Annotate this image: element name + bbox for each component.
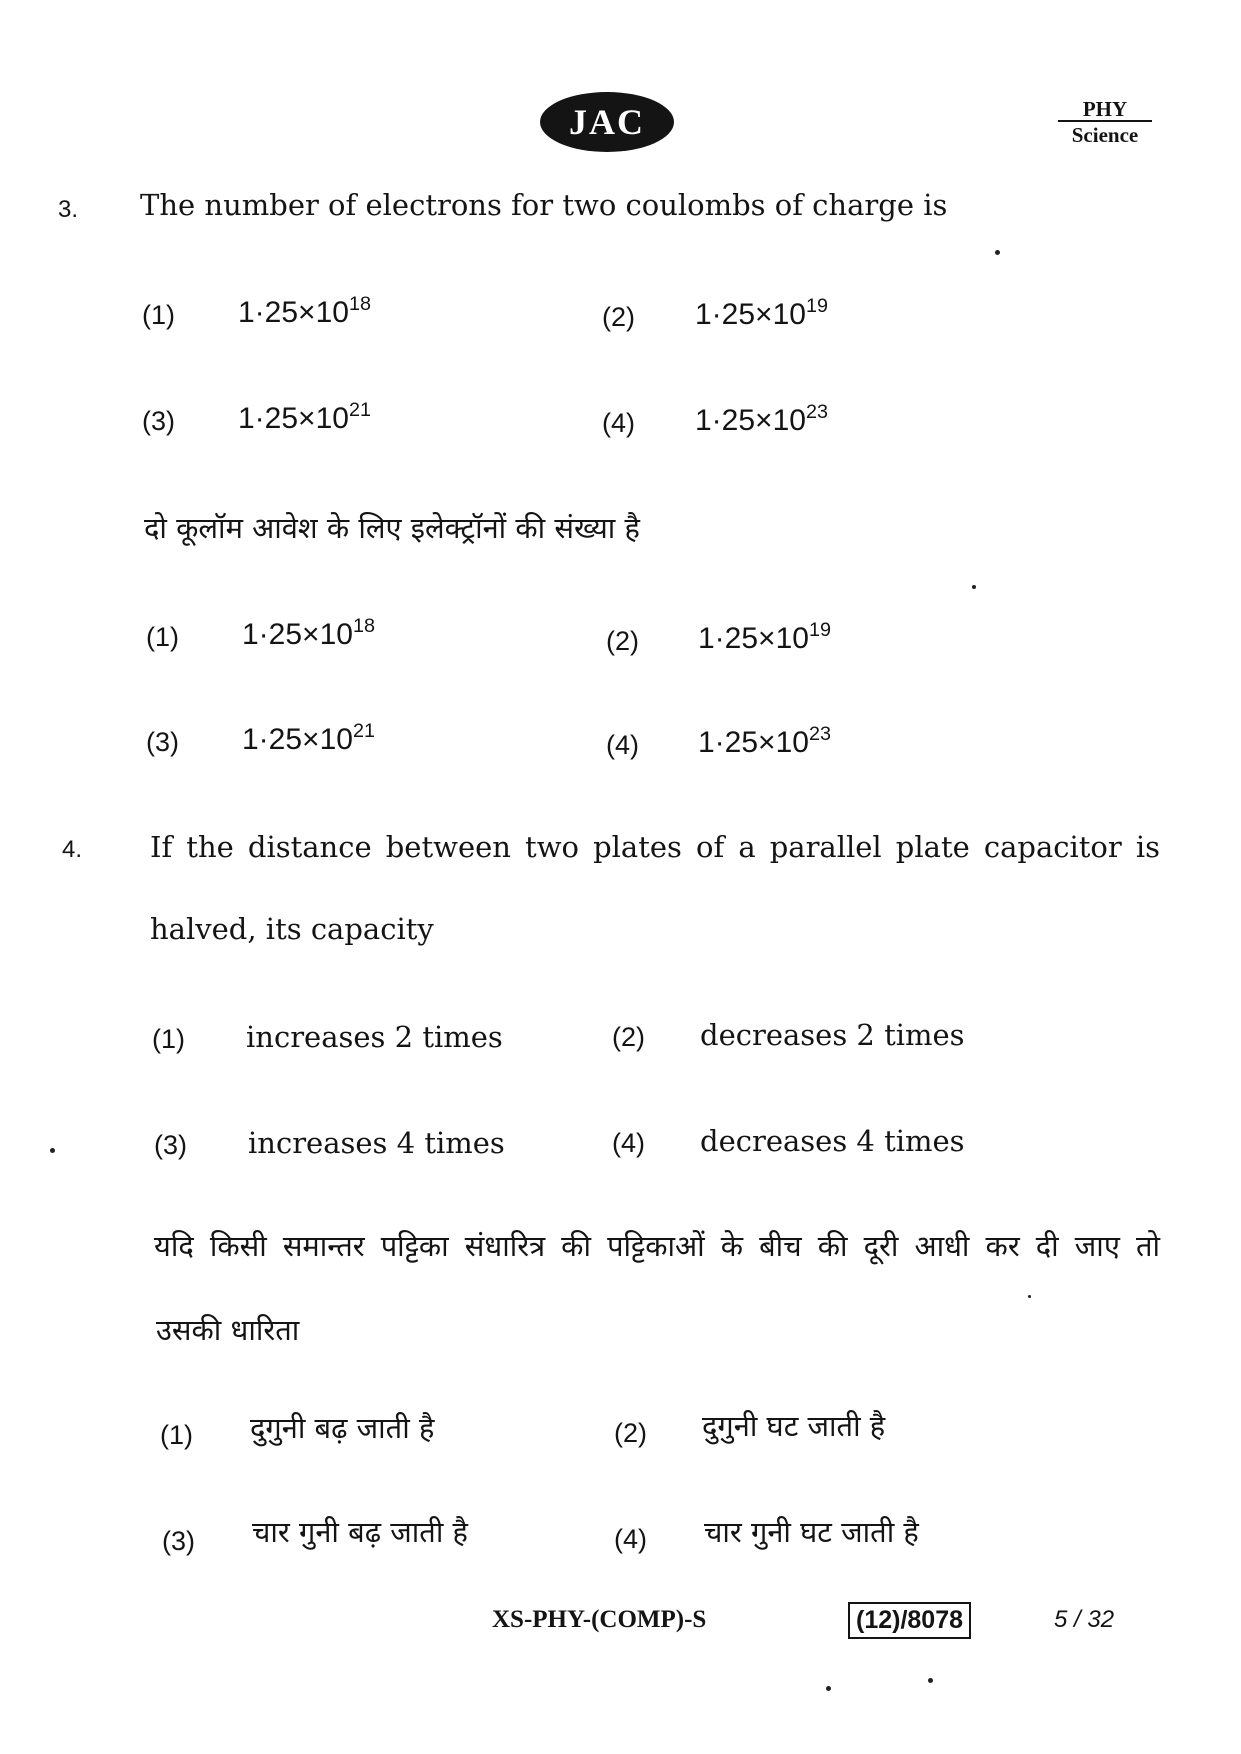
option-text: चार गुनी घट जाती है [704,1515,919,1549]
option-label: (4) [612,1128,645,1158]
option-exponent: 19 [805,295,828,318]
question-text-en-line2: halved, its capacity [150,912,434,946]
option-value [698,723,831,760]
option-label: (3) [146,727,179,757]
option-mantissa: 1·25×10 [698,726,809,759]
scan-speck [826,1686,831,1691]
option-label: (2) [602,302,635,332]
scan-speck [995,250,1000,255]
option-exponent: 21 [348,399,371,422]
option-label: (2) [614,1418,647,1448]
subject-label [1050,98,1160,146]
scan-speck [1028,1295,1031,1298]
option-value [238,399,371,436]
option-exponent: 23 [808,723,831,746]
question-text-en: The number of electrons for two coulombs of charge is [140,188,948,222]
question-number: 3. [58,196,79,223]
option-mantissa: 1·25×10 [695,404,806,437]
option-mantissa: 1·25×10 [238,402,349,435]
option-value [242,720,375,757]
exam-code-box: (12)/8078 [848,1602,971,1639]
option-text: increases 2 times [246,1020,503,1054]
option-label: (2) [606,626,639,656]
option-label: (4) [602,408,635,438]
option-mantissa: 1·25×10 [238,296,349,329]
option-value [695,401,828,438]
option-exponent: 18 [348,293,371,316]
option-text: चार गुनी बढ़ जाती है [252,1515,468,1549]
option-label: (3) [154,1130,187,1160]
option-label: (1) [142,300,175,330]
option-exponent: 18 [352,615,375,638]
option-exponent: 19 [808,619,831,642]
page-number: 5 / 32 [1054,1606,1115,1633]
option-label: (1) [146,622,179,652]
option-label: (1) [160,1420,193,1450]
scan-speck [50,1148,55,1153]
option-text: decreases 4 times [700,1124,965,1158]
option-mantissa: 1·25×10 [698,622,809,655]
option-label: (1) [152,1024,185,1054]
option-value [238,293,371,330]
option-exponent: 23 [805,401,828,424]
subject-name: Science [1071,123,1139,148]
option-exponent: 21 [352,720,375,743]
option-value [242,615,375,652]
option-text: दुगुनी घट जाती है [702,1409,886,1443]
subject-code: PHY [1058,98,1152,122]
option-label: (4) [614,1524,647,1554]
option-text: decreases 2 times [700,1018,965,1052]
question-text-en-line1: If the distance between two plates of a parallel plate capacitor is [150,830,1160,864]
question-text-hi-line1: यदि किसी समान्तर पट्टिका संधारित्र की पट्टिकाओं के बीच की दूरी आधी कर दी जाए तो [154,1229,1160,1263]
option-mantissa: 1·25×10 [695,298,806,331]
jac-logo: JAC [540,92,674,152]
option-label: (3) [142,406,175,436]
question-number: 4. [62,836,83,863]
option-mantissa: 1·25×10 [242,723,353,756]
option-label: (2) [612,1022,645,1052]
scan-speck [972,585,976,589]
question-text-hi-line2: उसकी धारिता [156,1313,300,1347]
paper-code: XS-PHY-(COMP)-S [492,1606,707,1633]
option-label: (3) [162,1526,195,1556]
scan-speck [928,1678,933,1683]
option-mantissa: 1·25×10 [242,618,353,651]
option-value [695,295,828,332]
question-text-hi: दो कूलॉम आवेश के लिए इलेक्ट्रॉनों की संख्या है [144,511,640,545]
option-text: increases 4 times [248,1126,505,1160]
option-text: दुगुनी बढ़ जाती है [250,1411,435,1445]
option-label: (4) [606,730,639,760]
option-value [698,619,831,656]
